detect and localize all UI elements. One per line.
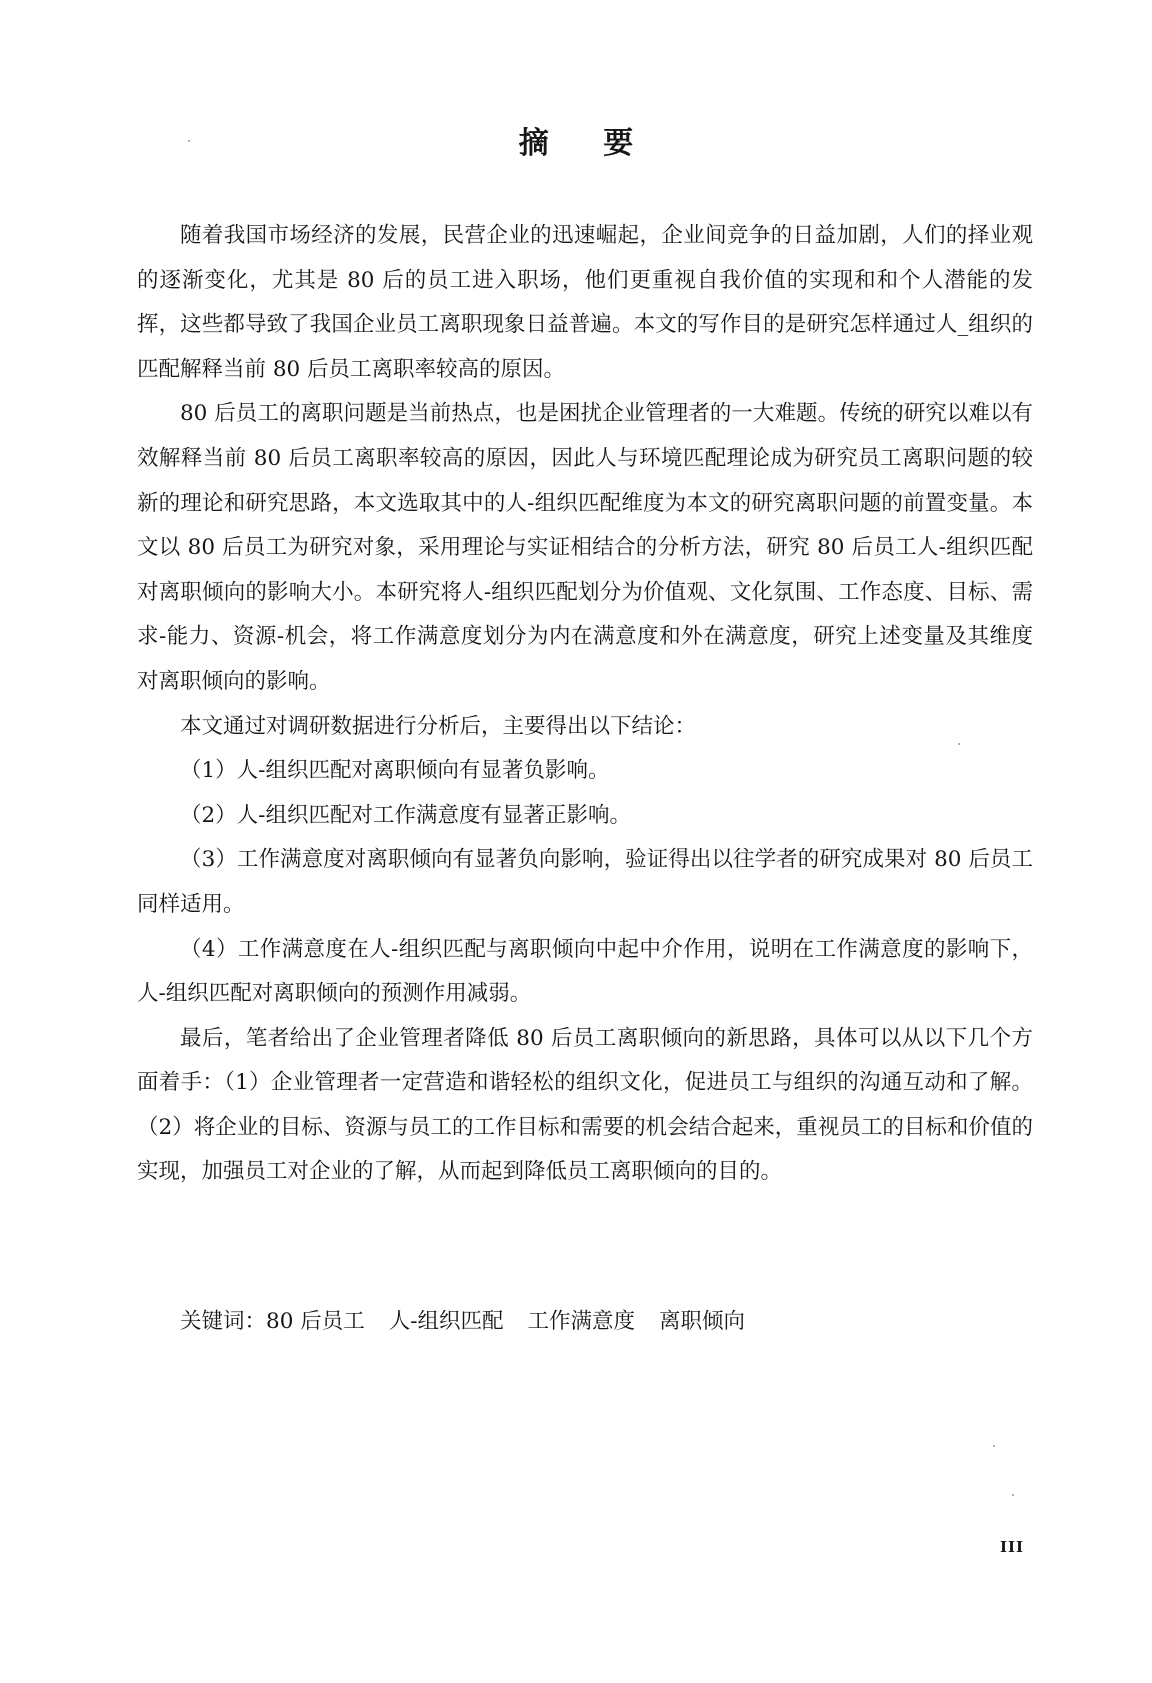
abstract-title: 摘 要: [518, 126, 656, 161]
conclusion-item-2: （2）人-组织匹配对工作满意度有显著正影响。: [180, 802, 631, 828]
scan-speck: [993, 1445, 995, 1447]
keyword-item: 人-组织匹配: [388, 1309, 504, 1334]
paragraph-conclusions-intro: 本文通过对调研数据进行分析后，主要得出以下结论：: [180, 713, 697, 739]
paragraph-background: 随着我国市场经济的发展，民营企业的迅速崛起，企业间竞争的日益加剧，人们的择业观的逐渐变化，尤其是 80 后的员工进入职场，他们更重视自我价值的实现和和个人潜能的发挥，这些都导致了我国企业员工离职现象日益普遍。本文的写作目的是研究怎样通过人_组织的匹配解释当前 80 后员工离职率较高的原因。: [137, 223, 1033, 382]
conclusion-item-4: （4）工作满意度在人-组织匹配与离职倾向中起中介作用，说明在工作满意度的影响下，人-组织匹配对离职倾向的预测作用减弱。: [137, 936, 1033, 1007]
keywords-line: [180, 1302, 1040, 1342]
scan-speck: [958, 743, 960, 745]
keywords-label: 关键词：: [180, 1309, 267, 1334]
abstract-body: [137, 214, 1033, 1195]
page-number: III: [1000, 1538, 1025, 1556]
keyword-item: 80 后员工: [266, 1309, 365, 1334]
conclusion-item-3: （3）工作满意度对离职倾向有显著负向影响，验证得出以往学者的研究成果对 80 后员工同样适用。: [137, 847, 1033, 917]
scan-speck: [188, 140, 190, 142]
paragraph-suggestions: 最后，笔者给出了企业管理者降低 80 后员工离职倾向的新思路，具体可以从以下几个方面着手：（1）企业管理者一定营造和谐轻松的组织文化，促进员工与组织的沟通互动和了解。（2）将企业的目标、资源与员工的工作目标和需要的机会结合起来，重视员工的目标和价值的实现，加强员工对企业的了解，从而起到降低员工离职倾向的目的。: [137, 1025, 1033, 1185]
keyword-item: 离职倾向: [659, 1309, 746, 1334]
conclusion-item-1: （1）人-组织匹配对离职倾向有显著负影响。: [180, 758, 610, 784]
paragraph-research-problem: 80 后员工的离职问题是当前热点，也是困扰企业管理者的一大难题。传统的研究以难以有效解释当前 80 后员工离职率较高的原因，因此人与环境匹配理论成为研究员工离职问题的较新的理论和研究思路，本文选取其中的人-组织匹配维度为本文的研究离职问题的前置变量。本文以 80 后员工为研究对象，采用理论与实证相结合的分析方法，研究 80 后员工人-组织匹配对离职倾向的影响大小。本研究将人-组织匹配划分为价值观、文化氛围、工作态度、目标、需求-能力、资源-机会，将工作满意度划分为内在满意度和外在满意度，研究上述变量及其维度对离职倾向的影响。: [137, 401, 1033, 694]
scan-speck: [1012, 1494, 1014, 1496]
keyword-item: 工作满意度: [527, 1309, 635, 1334]
